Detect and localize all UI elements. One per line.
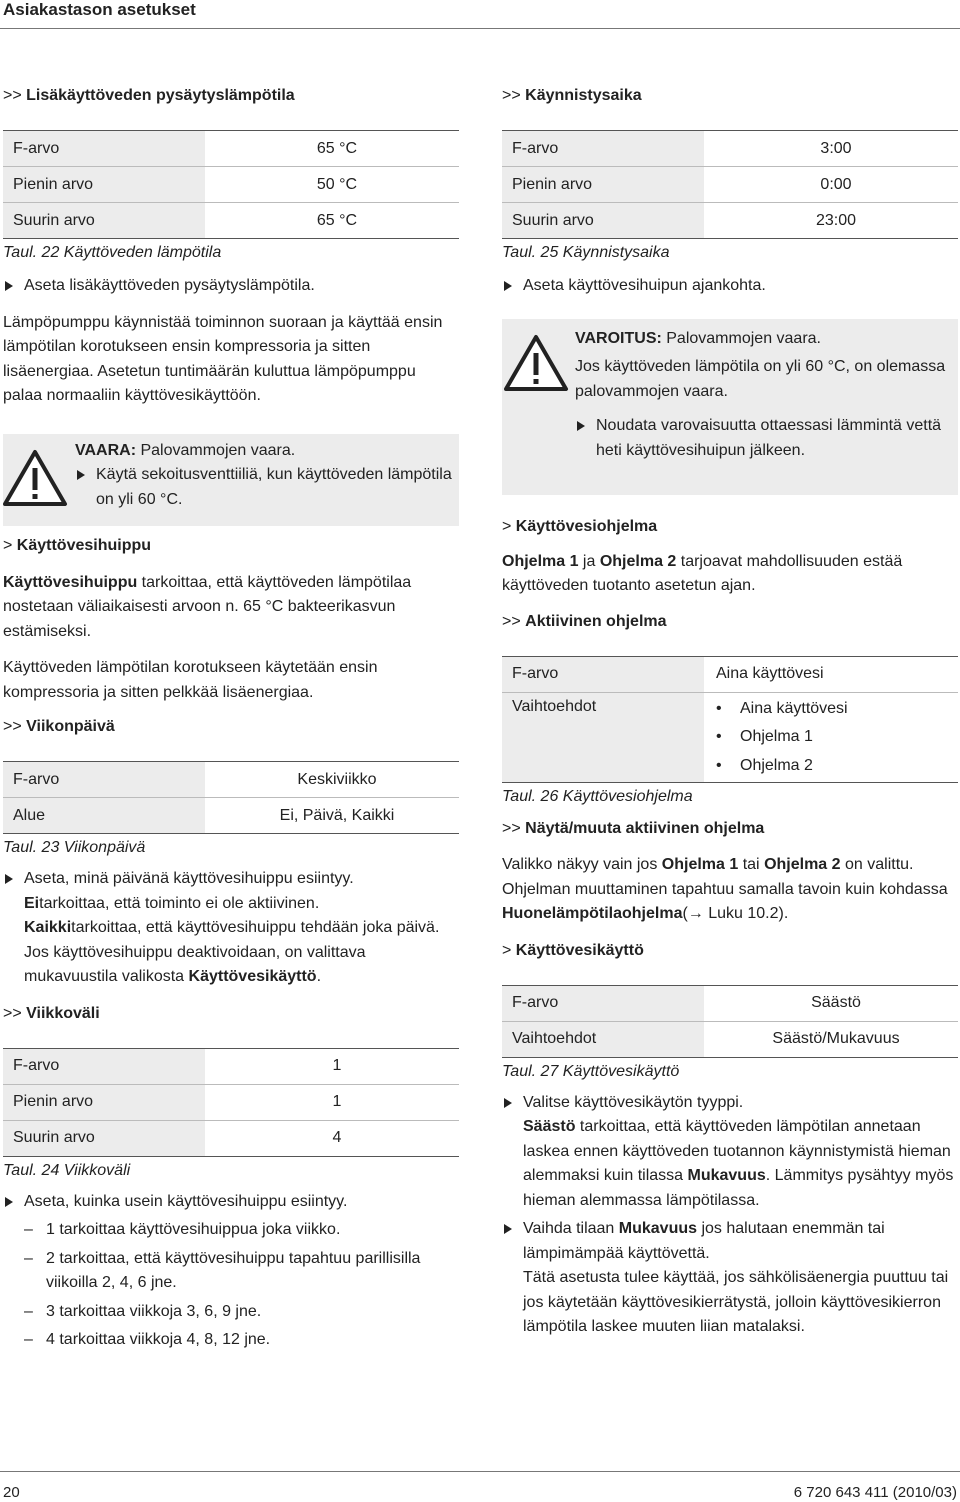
row-label: Pienin arvo	[502, 167, 704, 203]
bold-term: Ohjelma 2	[599, 552, 677, 570]
triangle-bullet-icon	[5, 281, 13, 291]
table-row	[3, 203, 459, 239]
row-value	[704, 692, 958, 783]
bold-term: Ei	[24, 894, 40, 912]
table-kaynnistysaika	[502, 130, 958, 239]
table-caption: Taul. 25 Käynnistysaika	[502, 244, 670, 261]
instruction-bullet	[502, 274, 958, 299]
table-row	[502, 985, 958, 1021]
table-row	[3, 131, 459, 167]
option-item: • Aina käyttövesi	[716, 695, 958, 724]
dash-marker: –	[24, 1221, 33, 1238]
bullet-text: Valitse käyttövesikäytön tyyppi.	[523, 1093, 744, 1111]
bold-term: Käyttövesikäyttö	[188, 968, 317, 985]
dash-text: 1 tarkoittaa käyttövesihuippua joka viikko.	[46, 1221, 341, 1238]
triangle-bullet-icon	[504, 1098, 512, 1108]
heading-text: Viikonpäivä	[26, 718, 115, 735]
table-caption: Taul. 22 Käyttöveden lämpötila	[3, 244, 222, 261]
row-label: Vaihtoehdot	[502, 1021, 704, 1057]
paragraph: Lämpöpumppu käynnistää toiminnon suoraan ja käyttää ensin lämpötilan korotukseen ensin kompressoria ja sitten lisäenergiaa. Asetetun tuntimäärän kuluttua lämpöpumppu palaa normaaliin käyttövesikäyttöön.	[3, 313, 443, 404]
table-caption: Taul. 24 Viikkoväli	[3, 1161, 131, 1179]
instruction-bullet	[502, 1217, 958, 1340]
dash-marker: –	[24, 1249, 33, 1267]
row-value: 1	[205, 1084, 459, 1120]
bullet-text	[523, 1217, 958, 1266]
heading-nayta-muuta	[502, 819, 958, 839]
row-label: F-arvo	[3, 131, 205, 167]
heading-kayttovesiohjelma	[502, 517, 958, 537]
text: Luku 10.2).	[703, 905, 789, 922]
row-label: F-arvo	[502, 131, 704, 167]
instruction-bullet	[3, 1190, 459, 1215]
heading-lisakayttovesi	[3, 86, 459, 106]
bold-term: Kaikki	[24, 919, 72, 936]
heading-text: Aktiivinen ohjelma	[525, 612, 667, 630]
bullet-text	[24, 916, 459, 941]
left-column	[3, 86, 459, 1353]
bullet-text	[24, 941, 459, 990]
table-lisakayttovesi	[3, 130, 459, 239]
row-label: Vaihtoehdot	[502, 692, 704, 783]
bold-term: Säästö	[523, 1118, 576, 1135]
paragraph	[502, 550, 958, 599]
text: tarkoittaa, että käyttövesihuippu tehdään joka päivä.	[71, 919, 440, 936]
bullet-text: Aseta, minä päivänä käyttövesihuippu esiintyy.	[24, 870, 354, 887]
danger-warning-box	[3, 434, 459, 526]
row-value: Ei, Päivä, Kaikki	[205, 798, 459, 834]
row-label: F-arvo	[3, 762, 205, 798]
bullet-text: Tätä asetusta tulee käyttää, jos sähkölisäenergia puuttuu tai jos käytetään käyttövesikierrätystä, jolloin käyttövesikierron lämpötila laskee muuten liian matalaksi.	[523, 1269, 949, 1335]
heading-viikkovali	[3, 1004, 459, 1024]
dash-item	[3, 1247, 459, 1296]
option-item: • Ohjelma 1	[716, 723, 958, 752]
text: tai	[738, 856, 765, 873]
table-row	[502, 1021, 958, 1057]
bold-term: Ohjelma 1	[502, 552, 579, 570]
heading-prefix: >>	[3, 1004, 27, 1022]
bullet-text: Käytä sekoitusventtiiliä, kun käyttöveden lämpötila on yli 60 °C.	[96, 466, 452, 508]
header-rule	[0, 28, 960, 29]
heading-text: Käyttövesikäyttö	[515, 941, 644, 959]
text: Jos käyttövesihuippu deaktivoidaan, on valittava mukavuustila valikosta	[24, 943, 366, 985]
table-row	[3, 167, 459, 203]
row-value: 50 °C	[205, 167, 459, 203]
row-value: Säästö/Mukavuus	[704, 1021, 958, 1057]
text: . Lämmitys pysähtyy myös hieman alemmassa lämpötilassa.	[523, 1167, 954, 1209]
page-number: 20	[3, 1484, 20, 1501]
bold-term: Käyttövesihuippu	[3, 573, 138, 591]
heading-prefix: >>	[3, 87, 27, 104]
options-list	[716, 695, 958, 781]
option-item: • Ohjelma 2	[716, 752, 958, 781]
table-row	[3, 1120, 459, 1156]
row-label: Alue	[3, 798, 205, 834]
bullet-text: Aseta, kuinka usein käyttövesihuippu esiintyy.	[24, 1192, 348, 1210]
row-label: Pienin arvo	[3, 167, 205, 203]
paragraph	[502, 853, 958, 927]
text: Vaihda tilaan	[523, 1220, 619, 1237]
text: tarkoittaa, että käyttöveden lämpötilan annetaan laskea ennen käyttöveden tuotannon käynnistymistä hieman alemmaksi kuin tilassa	[523, 1118, 951, 1184]
row-value: 65 °C	[205, 131, 459, 167]
arrow-right-icon: →	[687, 905, 704, 922]
dash-item	[3, 1218, 459, 1243]
heading-text: Viikkoväli	[26, 1004, 100, 1022]
page-header-title: Asiakastason asetukset	[3, 0, 196, 19]
table-row	[3, 1084, 459, 1120]
dash-text: 4 tarkoittaa viikkoja 4, 8, 12 jne.	[46, 1331, 271, 1348]
dash-item	[3, 1328, 459, 1353]
heading-prefix: >	[502, 941, 516, 959]
warning-triangle-icon	[1, 448, 69, 508]
row-label: F-arvo	[502, 985, 704, 1021]
warning-label: VAROITUS:	[575, 329, 662, 347]
footer-rule	[0, 1471, 960, 1472]
table-aktiivinen-ohjelma	[502, 656, 958, 784]
triangle-bullet-icon	[5, 1197, 13, 1207]
table-viikkovali	[3, 1048, 459, 1157]
instruction-bullet	[502, 1091, 958, 1214]
heading-text: Näytä/muuta aktiivinen ohjelma	[525, 820, 765, 837]
row-value: Aina käyttövesi	[704, 656, 958, 692]
row-value: 3:00	[704, 131, 958, 167]
dash-text: 2 tarkoittaa, että käyttövesihuippu tapahtuu parillisilla viikoilla 2, 4, 6 jne.	[46, 1249, 421, 1291]
warning-bullet	[75, 463, 455, 512]
document-code: 6 720 643 411 (2010/03)	[793, 1484, 957, 1501]
heading-text: Käynnistysaika	[525, 87, 642, 104]
dash-marker: –	[24, 1302, 33, 1320]
warning-bullet	[575, 414, 955, 463]
text: jos halutaan enemmän tai lämpimämpää käyttövettä.	[523, 1220, 885, 1262]
triangle-bullet-icon	[504, 281, 512, 291]
right-column	[502, 86, 958, 1340]
warning-title	[575, 327, 955, 352]
table-viikonpaiva	[3, 761, 459, 834]
instruction-bullet	[3, 274, 459, 299]
row-value: Keskiviikko	[205, 762, 459, 798]
table-kayttovesikaytto	[502, 985, 958, 1058]
row-value: 23:00	[704, 203, 958, 239]
bold-term: Huonelämpötilaohjelma	[502, 905, 683, 922]
heading-aktiivinen-ohjelma	[502, 612, 958, 632]
warning-label: VAARA:	[75, 441, 137, 459]
table-caption: Taul. 23 Viikonpäivä	[3, 839, 146, 856]
row-label: F-arvo	[502, 656, 704, 692]
row-label: Suurin arvo	[3, 1120, 205, 1156]
table-row	[502, 167, 958, 203]
row-label: F-arvo	[3, 1048, 205, 1084]
dash-item	[3, 1300, 459, 1325]
table-caption: Taul. 27 Käyttövesikäyttö	[502, 1062, 680, 1080]
text: on valittu. Ohjelman muuttaminen tapahtuu samalla tavoin kuin kohdassa	[502, 856, 948, 898]
row-value: 1	[205, 1048, 459, 1084]
dash-marker: –	[24, 1331, 33, 1348]
bullet-text	[24, 892, 459, 917]
paragraph-text: tarkoittaa, että käyttöveden lämpötilaa nostetaan väliaikaisesti arvoon n. 65 °C bakteerikasvun estämiseksi.	[3, 573, 412, 640]
text: tarjoavat mahdollisuuden estää käyttöveden tuotanto asetetun ajan.	[502, 552, 903, 594]
dash-text: 3 tarkoittaa viikkoja 3, 6, 9 jne.	[46, 1302, 262, 1320]
text: Valikko näkyy vain jos	[502, 856, 662, 873]
bold-term: Ohjelma 1	[661, 856, 739, 873]
paragraph	[3, 571, 459, 645]
warning-text: Jos käyttöveden lämpötila on yli 60 °C, on olemassa palovammojen vaara.	[575, 358, 946, 400]
triangle-bullet-icon	[77, 470, 85, 480]
table-row	[502, 656, 958, 692]
heading-prefix: >>	[3, 718, 27, 735]
heading-text: Lisäkäyttöveden pysäytyslämpötila	[26, 87, 295, 104]
heading-prefix: >>	[502, 820, 526, 837]
heading-prefix: >	[502, 517, 516, 535]
table-row	[502, 203, 958, 239]
row-value: 65 °C	[205, 203, 459, 239]
bold-term: Ohjelma 2	[764, 856, 841, 873]
triangle-bullet-icon	[504, 1224, 512, 1234]
warning-triangle-icon	[502, 333, 570, 393]
text: (	[682, 905, 688, 922]
text: tarkoittaa, että toiminto ei ole aktiivinen.	[39, 894, 320, 912]
heading-prefix: >	[3, 536, 17, 554]
triangle-bullet-icon	[5, 874, 13, 884]
bold-term: Mukavuus	[618, 1220, 698, 1237]
instruction-bullet	[3, 867, 459, 990]
table-row	[3, 762, 459, 798]
heading-kayttovesihuippu	[3, 536, 459, 556]
heading-prefix: >>	[502, 612, 526, 630]
row-value: 4	[205, 1120, 459, 1156]
table-row	[3, 1048, 459, 1084]
warning-title	[75, 439, 455, 464]
text: .	[316, 968, 322, 985]
table-caption: Taul. 26 Käyttövesiohjelma	[502, 788, 693, 805]
table-row	[502, 692, 958, 783]
warning-title-text: Palovammojen vaara.	[136, 441, 296, 459]
table-row	[502, 131, 958, 167]
bold-term: Mukavuus	[687, 1167, 766, 1184]
heading-kayttovesikaytto	[502, 941, 958, 961]
text: ja	[578, 552, 600, 570]
heading-kaynnistysaika	[502, 86, 958, 106]
bullet-text: Aseta käyttövesihuipun ajankohta.	[523, 277, 766, 294]
row-value: Säästö	[704, 985, 958, 1021]
caution-warning-box	[502, 319, 958, 495]
bullet-text: Noudata varovaisuutta ottaessasi lämmintä vettä heti käyttövesihuipun jälkeen.	[596, 417, 942, 459]
heading-viikonpaiva	[3, 717, 459, 737]
row-label: Suurin arvo	[3, 203, 205, 239]
triangle-bullet-icon	[577, 421, 585, 431]
paragraph: Käyttöveden lämpötilan korotukseen käytetään ensin kompressoria ja sitten pelkkää lisäenergiaa.	[3, 659, 378, 701]
heading-prefix: >>	[502, 87, 526, 104]
row-label: Suurin arvo	[502, 203, 704, 239]
row-value: 0:00	[704, 167, 958, 203]
bullet-text: Aseta lisäkäyttöveden pysäytyslämpötila.	[24, 277, 315, 294]
warning-title-text: Palovammojen vaara.	[661, 329, 821, 347]
row-label: Pienin arvo	[3, 1084, 205, 1120]
table-row	[3, 798, 459, 834]
bullet-text	[523, 1115, 958, 1213]
heading-text: Käyttövesihuippu	[16, 536, 152, 554]
heading-text: Käyttövesiohjelma	[515, 517, 658, 535]
